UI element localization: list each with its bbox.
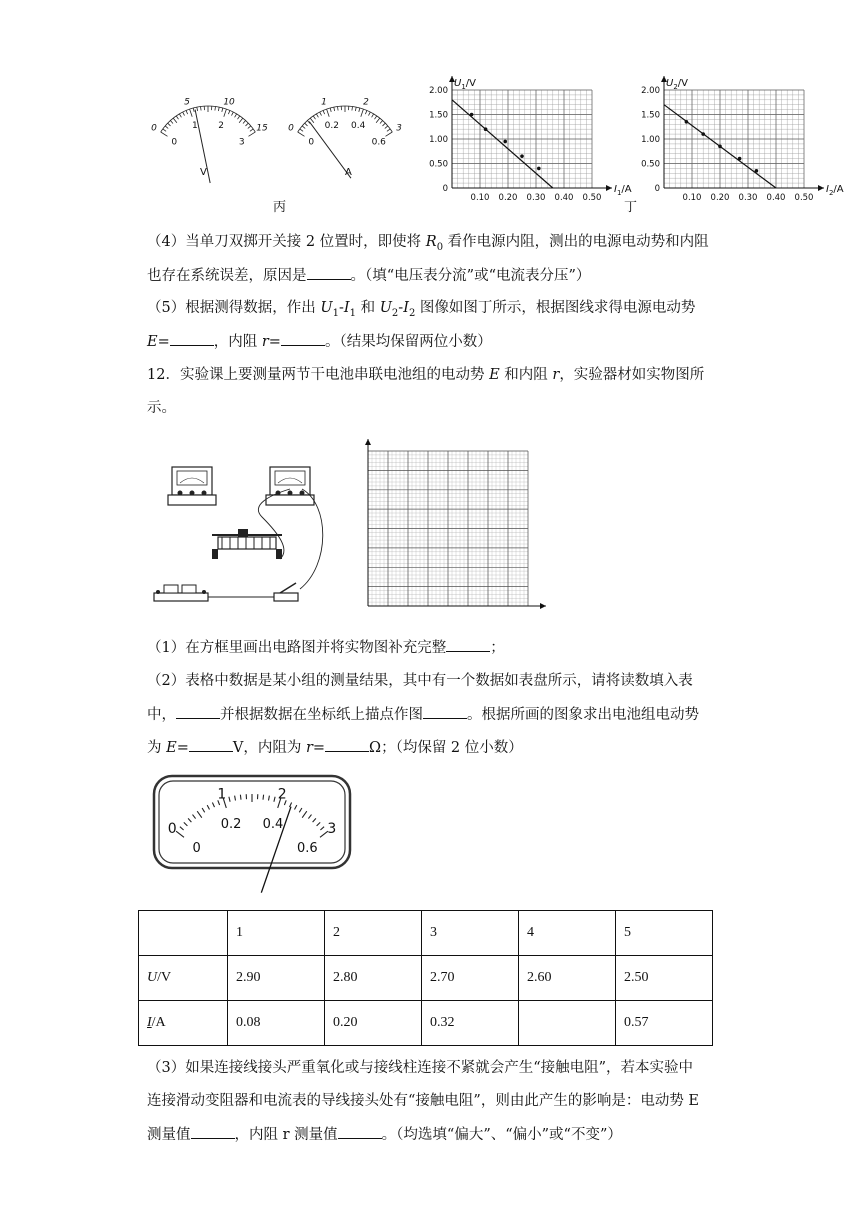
big-ammeter [150, 772, 355, 868]
q5-i1: I [343, 300, 350, 316]
graph-y-tick: 1.00 [429, 135, 448, 145]
ammeter-unit: A [345, 167, 352, 178]
big-ammeter-top-label: 2 [277, 786, 287, 803]
table-cell-empty[interactable] [519, 1001, 616, 1046]
q12-text-a: 12．实验课上要测量两节干电池串联电池组的电动势 [147, 367, 490, 383]
voltmeter-top-label: 5 [184, 97, 190, 108]
q12-sub2-text-a: 中， [147, 707, 176, 723]
graph-x-arrow [818, 185, 824, 191]
table-row-i [139, 1001, 713, 1046]
voltmeter-top-label: 15 [256, 123, 268, 134]
ammeter-bottom-label: 0.4 [350, 121, 366, 132]
row-label-i-unit: /A [151, 1015, 166, 1030]
q4-line1 [147, 232, 709, 258]
ammeter-bottom-label: 0.6 [371, 137, 386, 148]
apparatus-voltmeter [168, 467, 216, 505]
ammeter-top-label: 1 [321, 97, 327, 108]
q12-line2: 示。 [147, 400, 176, 416]
q12-sub2-line2 [147, 704, 699, 725]
grid-x-arrow [540, 603, 546, 609]
q4-text-c: 也存在系统误差，原因是 [147, 268, 307, 284]
graph-data-point [685, 120, 689, 124]
graph-x-label [614, 184, 632, 197]
graph-y-label-main: U [454, 78, 462, 89]
ammeter-ticks [298, 106, 393, 136]
q5-i2-sub: 2 [408, 307, 416, 319]
table-header-cell: 2 [325, 911, 422, 956]
row-label-i [139, 1001, 228, 1046]
graph-x-label-unit: /A [621, 184, 632, 195]
table-cell: 0.32 [422, 1001, 519, 1046]
graph-y-tick: 0 [654, 184, 660, 194]
blank-grid-paper [358, 436, 548, 614]
graph-x-tick: 0.20 [498, 193, 518, 203]
table-cell: 2.60 [519, 956, 616, 1001]
q5-i2: I [403, 300, 409, 316]
big-ammeter-bottom-label: 0.2 [220, 817, 242, 833]
q12-sub2-text-e: V，内阻为 [232, 740, 306, 756]
graph-x-label-unit: /A [833, 184, 844, 195]
q4-text-b: 看作电源内阻，测出的电源电动势和内阻 [443, 234, 709, 250]
q5-text-a: （5）根据测得数据，作出 [147, 300, 321, 316]
apparatus-battery [154, 585, 208, 601]
q12-sub2-line3 [147, 737, 523, 758]
graph-y-label-sub: 2 [673, 83, 678, 91]
q12-e-blank[interactable] [189, 737, 233, 752]
q12-e: E [489, 367, 500, 383]
voltmeter-ticks [161, 106, 256, 136]
data-table [138, 910, 713, 1046]
grid-y-arrow [365, 439, 371, 445]
q12-sub2-eq: = [176, 740, 189, 756]
row-label-u-main: U [147, 970, 158, 985]
graph-x-tick: 0.20 [710, 193, 730, 203]
voltmeter-top-label: 0 [151, 123, 157, 134]
graph-data-point [718, 145, 722, 149]
q5-r: r [261, 334, 269, 350]
graph-x-label-main: I [614, 184, 617, 195]
row-label-u-unit: /V [157, 970, 172, 985]
q12-sub1 [147, 637, 505, 658]
graph-y-label-unit: /V [465, 78, 477, 89]
graph-y-label-main: U [666, 78, 674, 89]
table-header-cell [139, 911, 228, 956]
q12-sub2-line1: （2）表格中数据是某小组的测量结果，其中有一个数据如表盘所示，请将读数填入表 [147, 673, 693, 689]
big-ammeter-bottom-label: 0.4 [262, 817, 284, 833]
q4-line2 [147, 265, 590, 286]
graph-x-tick: 0.30 [738, 193, 758, 203]
u1-i1-graph [429, 76, 632, 203]
table-cell: 2.80 [325, 956, 422, 1001]
graph-data-point [503, 140, 507, 144]
graph-data-point [520, 154, 524, 158]
q12-sub2-text-c: 。根据所画的图象求出电池组电动势 [467, 707, 699, 723]
q5-i1-sub: 1 [349, 307, 356, 319]
q12-sub3-e-blank[interactable] [191, 1124, 235, 1139]
q5-text-d: 。（结果均保留两位小数） [324, 334, 492, 350]
table-header-cell: 3 [422, 911, 519, 956]
graph-x-label [826, 184, 844, 197]
graph-y-label [666, 78, 688, 91]
voltmeter-bottom-label: 1 [191, 121, 198, 132]
q5-and: 和 [355, 300, 380, 316]
row-label-i-main: I [147, 1015, 152, 1030]
table-header-row [139, 911, 713, 956]
graph-y-tick: 1.00 [641, 135, 660, 145]
graph-data-point [484, 127, 488, 131]
q12-table-blank[interactable] [176, 704, 220, 719]
q5-u2: U [379, 300, 392, 316]
q5-text-c: ，内阻 [213, 334, 262, 350]
q12-r: r [552, 367, 560, 383]
graph-y-tick: 1.50 [641, 110, 660, 121]
q5-u1: U [320, 300, 333, 316]
q12-sub2-e: E [166, 740, 177, 756]
graph-y-tick: 1.50 [429, 110, 448, 121]
ammeter-bottom-label: 0 [308, 137, 315, 148]
graph-data-point [537, 167, 541, 171]
voltmeter-bottom-label: 0 [171, 137, 178, 148]
q12-sub2-text-b: 并根据数据在坐标纸上描点作图 [220, 707, 423, 723]
graph-x-tick: 0.50 [582, 193, 602, 203]
q12-graph-blank[interactable] [423, 704, 467, 719]
voltmeter-unit: V [200, 167, 207, 178]
figure-ding-caption: 丁 [624, 200, 638, 215]
graph-y-tick: 2.00 [429, 86, 448, 96]
voltmeter-dial [151, 98, 268, 183]
voltmeter-bottom-label: 3 [238, 137, 245, 148]
q12-sub3-line3 [147, 1124, 622, 1145]
graph-x-tick: 0.50 [794, 193, 814, 203]
q12-line1 [147, 365, 704, 385]
graph-x-tick: 0.40 [554, 193, 574, 203]
q12-sub2-r: r [305, 740, 313, 756]
graph-y-tick: 0.50 [429, 159, 448, 170]
apparatus-drawing [150, 455, 340, 615]
table-cell: 2.50 [616, 956, 713, 1001]
q5-text-b: 图像如图丁所示，根据图线求得电源电动势 [415, 300, 696, 316]
q12-sub3-text-c: 。（均选填“偏大”、“偏小”或“不变”） [381, 1127, 622, 1143]
q5-dash2: - [398, 300, 404, 316]
q4-r0-sub: 0 [436, 241, 444, 253]
q4-text-a: （4）当单刀双掷开关接 2 位置时，即使将 [147, 234, 426, 250]
table-cell: 0.08 [228, 1001, 325, 1046]
q12-sub2-text-d: 为 [147, 740, 167, 756]
graph-x-tick: 0.30 [526, 193, 546, 203]
q5-line2 [147, 331, 492, 352]
figure-bing-meters [140, 97, 420, 190]
q12-sub3-text-b: ，内阻 r 测量值 [234, 1127, 338, 1143]
graph-x-arrow [606, 185, 612, 191]
graph-y-label-unit: /V [677, 78, 689, 89]
graph-x-label-sub: 2 [828, 189, 834, 197]
ammeter-top-label: 3 [396, 123, 402, 134]
table-header-cell: 5 [616, 911, 713, 956]
row-label-u [139, 956, 228, 1001]
u2-i2-graph [641, 76, 844, 203]
apparatus-ammeter [266, 467, 314, 505]
table-cell: 0.20 [325, 1001, 422, 1046]
q12-sub2-eq2: = [312, 740, 326, 756]
table-cell: 0.57 [616, 1001, 713, 1046]
table-header-cell: 1 [228, 911, 325, 956]
q12-sub1-blank[interactable] [446, 637, 490, 652]
graph-y-label [454, 78, 476, 91]
graph-data-point [755, 169, 759, 173]
q12-text-c: ，实验器材如实物图所 [559, 367, 705, 383]
ammeter-top-label: 0 [288, 123, 294, 134]
q12-text-b: 和内阻 [499, 367, 553, 383]
ammeter-top-label: 2 [363, 97, 369, 108]
q5-dash1: - [338, 300, 344, 316]
q4-answer-blank[interactable] [307, 265, 351, 280]
graph-y-tick: 0 [442, 184, 448, 194]
q12-sub2-text-f: Ω；（均保留 2 位小数） [369, 740, 523, 756]
big-ammeter-top-label: 3 [327, 821, 337, 838]
big-ammeter-bottom-label: 0 [192, 841, 201, 857]
table-header-cell: 4 [519, 911, 616, 956]
q5-u2-sub: 2 [391, 307, 399, 319]
apparatus-rheostat [212, 529, 282, 559]
q5-eq2: = [268, 334, 281, 350]
q5-u1-sub: 1 [332, 307, 339, 319]
q5-eq: = [157, 334, 170, 350]
graph-data-point [701, 132, 705, 136]
table-cell: 2.70 [422, 956, 519, 1001]
q5-line1 [147, 298, 695, 324]
table-cell: 2.90 [228, 956, 325, 1001]
graph-x-tick: 0.10 [470, 193, 490, 203]
graph-x-tick: 0.10 [682, 193, 702, 203]
graph-data-point [738, 157, 742, 161]
voltmeter-top-label: 10 [223, 97, 235, 108]
q4-r0: R [425, 234, 437, 250]
apparatus-switch [274, 583, 298, 601]
ammeter-bottom-label: 0.2 [324, 121, 340, 132]
q4-text-d: 。（填“电压表分流”或“电流表分压”） [350, 268, 591, 284]
q5-r-blank[interactable] [281, 331, 325, 346]
q12-sub1-text: （1）在方框里画出电路图并将实物图补充完整 [147, 640, 447, 656]
big-ammeter-top-label: 0 [167, 821, 177, 838]
q12-sub3-line1: （3）如果连接线接头严重氧化或与接线柱连接不紧就会产生“接触电阻”，若本实验中 [147, 1060, 694, 1076]
big-ammeter-top-label: 1 [217, 786, 227, 803]
q12-sub3-text-a: 测量值 [147, 1127, 191, 1143]
q12-sub3-r-blank[interactable] [338, 1124, 382, 1139]
figure-bing-caption: 丙 [273, 200, 287, 215]
graph-x-tick: 0.40 [766, 193, 786, 203]
q12-r-blank[interactable] [325, 737, 369, 752]
graph-y-tick: 0.50 [641, 159, 660, 170]
graph-x-label-sub: 1 [616, 189, 622, 197]
graph-data-point [470, 113, 474, 117]
graph-y-tick: 2.00 [641, 86, 660, 96]
q5-e-blank[interactable] [170, 331, 214, 346]
voltmeter-bottom-label: 2 [218, 121, 225, 132]
big-ammeter-bottom-label: 0.6 [296, 841, 318, 857]
graph-y-label-sub: 1 [461, 83, 466, 91]
q12-sub1-end: ； [490, 640, 505, 656]
q12-sub3-line2: 连接滑动变阻器和电流表的导线接头处有“接触电阻”，则由此产生的影响是：电动势 E [147, 1093, 700, 1109]
graph-x-label-main: I [826, 184, 829, 195]
table-row-u [139, 956, 713, 1001]
q5-e: E [147, 334, 158, 350]
